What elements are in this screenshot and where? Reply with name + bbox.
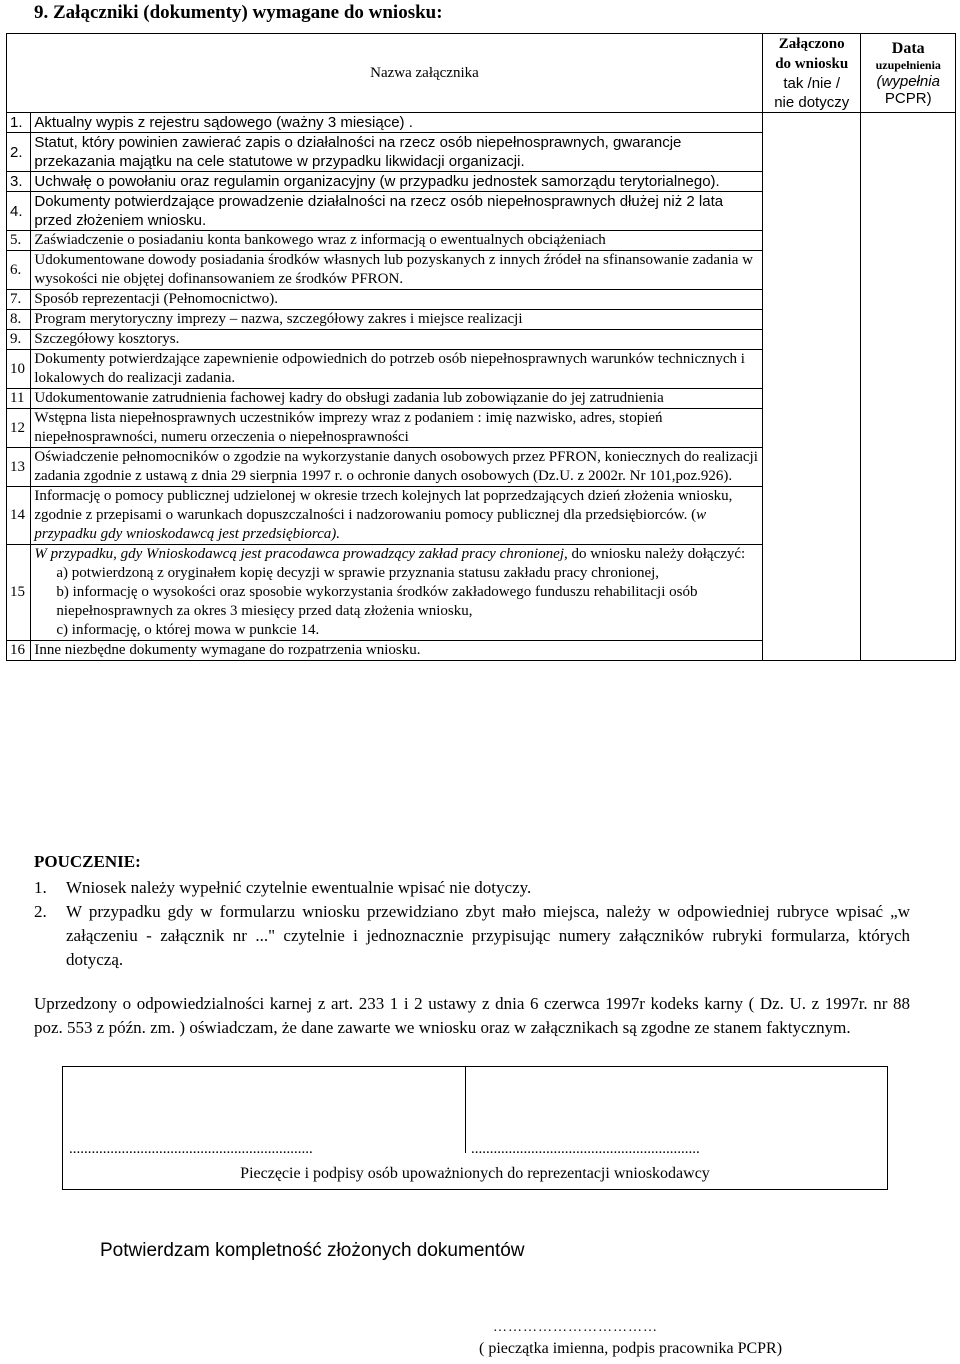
signature-box[interactable] bbox=[62, 1066, 888, 1190]
section-heading: 9. Załączniki (dokumenty) wymagane do wniosku: bbox=[34, 2, 443, 23]
row-number: 3. bbox=[7, 172, 31, 192]
row-number: 13 bbox=[7, 448, 31, 487]
signature-line-left: ................................................................. bbox=[69, 1141, 313, 1157]
row-text: Wstępna lista niepełnosprawnych uczestników imprezy wraz z podaniem : imię nazwisko, adres, stopień niepełnosprawności, numeru orzeczenia o niepełnosprawności bbox=[31, 409, 763, 448]
date-label-2: uzupełnienia bbox=[875, 58, 941, 72]
row-number: 1. bbox=[7, 113, 31, 133]
row-text: Dokumenty potwierdzające prowadzenie działalności na rzecz osób niepełnosprawnych dłużej niż 2 lata przed złożeniem wniosku. bbox=[31, 192, 763, 231]
row-text: Uchwałę o powołaniu oraz regulamin organizacyjny (w przypadku jednostek samorządu terytorialnego). bbox=[31, 172, 763, 192]
row-number: 6. bbox=[7, 251, 31, 290]
row-text-italic: w przypadku gdy wnioskodawcą jest przedsiębiorca). bbox=[34, 507, 707, 542]
sub-item-c: c) informację, o której mowa w punkcie 14. bbox=[56, 622, 320, 638]
notice-number: 1. bbox=[34, 878, 47, 897]
confirmation-text: Potwierdzam kompletność złożonych dokumentów bbox=[100, 1240, 525, 1261]
row-number: 12 bbox=[7, 409, 31, 448]
row-number: 4. bbox=[7, 192, 31, 231]
row-text-italic: W przypadku, gdy Wnioskodawcą jest pracodawca prowadzący zakład pracy chronionej bbox=[34, 546, 565, 562]
attached-label-3: tak /nie / bbox=[783, 75, 841, 92]
notice-item bbox=[34, 876, 910, 900]
notice-text: Wniosek należy wypełnić czytelnie ewentualnie wpisać nie dotyczy. bbox=[66, 878, 532, 897]
row-text bbox=[31, 545, 763, 641]
sub-item-b: b) informację o wysokości oraz sposobie wykorzystania środków zakładowego funduszu rehabilitacji osób niepełnosprawnych za okres 3 miesięcy przed datą złożenia wniosku, bbox=[56, 584, 698, 619]
row-text: Szczegółowy kosztorys. bbox=[31, 330, 763, 350]
sub-item-a: a) potwierdzoną z oryginałem kopię decyzji w sprawie przyznania statusu zakładu pracy chronionej, bbox=[56, 565, 660, 581]
attachments-table bbox=[6, 33, 956, 661]
row-text: Statut, który powinien zawierać zapis o działalności na rzecz osób niepełnosprawnych, gwarancje przekazania majątku na cele statutowe w przypadku likwidacji organizacji. bbox=[31, 133, 763, 172]
row-text: Aktualny wypis z rejestru sądowego (ważny 3 miesiące) . bbox=[31, 113, 763, 133]
notice-title: POUCZENIE: bbox=[34, 852, 141, 871]
signature-line-right: ............................................................. bbox=[471, 1141, 700, 1157]
column-header-name bbox=[7, 34, 763, 113]
attached-label-2: do wniosku bbox=[775, 56, 849, 72]
row-number: 14 bbox=[7, 487, 31, 545]
row-text: Inne niezbędne dokumenty wymagane do rozpatrzenia wniosku. bbox=[31, 641, 763, 661]
row-number: 15 bbox=[7, 545, 31, 641]
row-number: 11 bbox=[7, 389, 31, 409]
column-header-date bbox=[861, 34, 956, 113]
row-text-main: Informację o pomocy publicznej udzielonej w okresie trzech kolejnych lat poprzedzających dzień złożenia wniosku, zgodnie z przepisami o warunkach dopuszczalności i nadzorowaniu pomocy publicznej dla przedsiębiorców. ( bbox=[34, 488, 733, 523]
attached-label-4: nie dotyczy bbox=[774, 94, 850, 111]
date-label-4: PCPR) bbox=[884, 90, 932, 107]
declaration-text: Uprzedzony o odpowiedzialności karnej z art. 233 1 i 2 ustawy z dnia 6 czerwca 1997r kodeks karny ( Dz. U. z 1997r. nr 88 poz. 553 z późn. zm. ) oświadczam, że dane zawarte we wniosku oraz w załącznikach są zgodne ze stanem faktycznym. bbox=[34, 994, 910, 1037]
attached-cell[interactable] bbox=[762, 113, 861, 661]
signature-divider bbox=[465, 1067, 466, 1153]
row-number: 16 bbox=[7, 641, 31, 661]
row-text: Zaświadczenie o posiadaniu konta bankowego wraz z informacją o ewentualnych obciążeniach bbox=[31, 231, 763, 251]
date-cell[interactable] bbox=[861, 113, 956, 661]
row-number: 7. bbox=[7, 290, 31, 310]
row-text-main: , do wniosku należy dołączyć: bbox=[564, 546, 746, 562]
staff-signature-line: …………………………… bbox=[493, 1320, 658, 1335]
column-header-name-label: Nazwa załącznika bbox=[370, 64, 479, 81]
attached-label-1: Załączono bbox=[778, 36, 845, 52]
row-number: 2. bbox=[7, 133, 31, 172]
row-number: 8. bbox=[7, 310, 31, 330]
column-header-attached bbox=[762, 34, 861, 113]
row-text: Sposób reprezentacji (Pełnomocnictwo). bbox=[31, 290, 763, 310]
row-text: Udokumentowanie zatrudnienia fachowej kadry do obsługi zadania lub zobowiązanie do jej zatrudnienia bbox=[31, 389, 763, 409]
row-number: 5. bbox=[7, 231, 31, 251]
row-number: 10 bbox=[7, 350, 31, 389]
signature-caption: Pieczęcie i podpisy osób upoważnionych do reprezentacji wnioskodawcy bbox=[240, 1165, 710, 1182]
row-text: Udokumentowane dowody posiadania środków własnych lub pozyskanych z innych źródeł na sfinansowanie zadania w wysokości nie objętej dofinansowaniem ze środków PFRON. bbox=[31, 251, 763, 290]
row-text bbox=[31, 487, 763, 545]
row-number: 9. bbox=[7, 330, 31, 350]
row-text: Oświadczenie pełnomocników o zgodzie na wykorzystanie danych osobowych przez PFRON, koniecznych do realizacji zadania zgodnie z ustawą z dnia 29 sierpnia 1997 r. o ochronie danych osobowych (Dz.U. z 2002r. Nr 101,poz.926). bbox=[31, 448, 763, 487]
row-text: Program merytoryczny imprezy – nazwa, szczegółowy zakres i miejsce realizacji bbox=[31, 310, 763, 330]
notice-number: 2. bbox=[34, 902, 47, 921]
notice-list bbox=[34, 876, 910, 972]
table-row bbox=[7, 113, 956, 133]
notice-item bbox=[34, 900, 910, 972]
table-header-row bbox=[7, 34, 956, 113]
date-label-1: Data bbox=[891, 40, 925, 57]
staff-signature-caption: ( pieczątka imienna, podpis pracownika PCPR) bbox=[479, 1340, 783, 1357]
notice-text: W przypadku gdy w formularzu wniosku przewidziano zbyt mało miejsca, należy w odpowiedniej rubryce wpisać „w załączeniu - załącznik nr ..." czytelnie i jednoznacznie przypisując numery załączników rubryki formularza, których dotyczą. bbox=[66, 902, 910, 969]
row-text: Dokumenty potwierdzające zapewnienie odpowiednich do potrzeb osób niepełnosprawnych warunków technicznych i lokalowych do realizacji zadania. bbox=[31, 350, 763, 389]
date-label-3: (wypełnia bbox=[876, 73, 940, 90]
